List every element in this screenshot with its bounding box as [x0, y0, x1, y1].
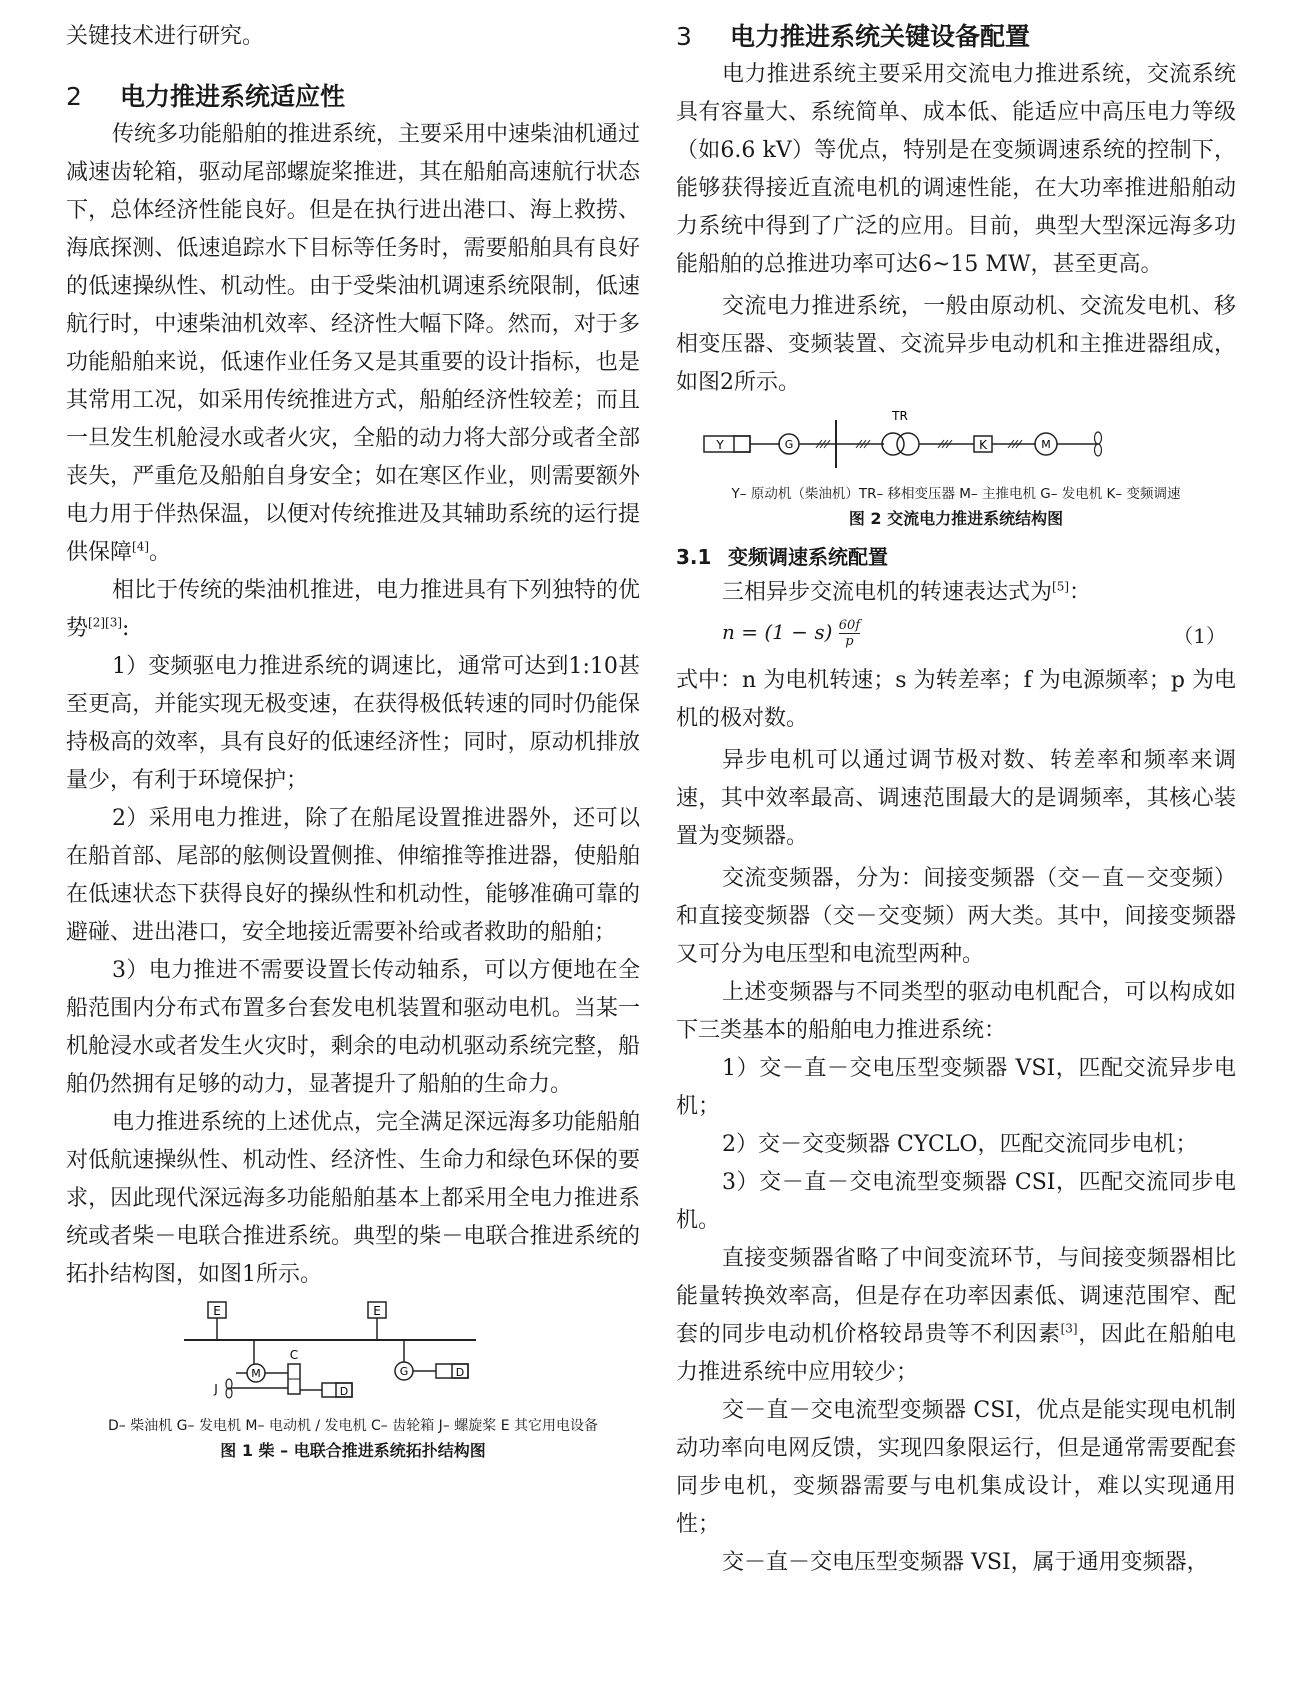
label-E1: E	[213, 1304, 221, 1318]
label-M: M	[1041, 438, 1051, 451]
section-number: 3	[676, 22, 692, 51]
paragraph: 电力推进系统的上述优点，完全满足深远海多功能船舶对低航速操纵性、机动性、经济性、生命力和绿色环保的要求，因此现代深远海多功能船舶基本上都采用全电力推进系统或者柴－电联合推进系统。典型的柴－电联合推进系统的拓扑结构图，如图1所示。	[66, 1110, 641, 1287]
citation: [4]	[132, 539, 150, 554]
equation-denominator: p	[839, 633, 860, 649]
label-J: J	[214, 1382, 218, 1396]
list-item: 1）交－直－交电压型变频器 VSI，匹配交流异步电机；	[676, 1056, 1236, 1119]
section-3-1-heading	[676, 540, 1236, 574]
paragraph: 交流电力推进系统，一般由原动机、交流发电机、移相变压器、变频装置、交流异步电动机和主推进器组成，如图2所示。	[676, 294, 1236, 395]
section-title: 电力推进系统关键设备配置	[730, 22, 1031, 51]
paragraph: 式中：n 为电机转速；s 为转差率；f 为电源频率；p 为电机的极对数。	[676, 668, 1236, 731]
citation: [3]	[1060, 1321, 1078, 1336]
label-M: M	[251, 1367, 261, 1380]
label-G: G	[784, 438, 794, 451]
citation: [5]	[1052, 579, 1070, 594]
equation-number: （1）	[1173, 624, 1226, 648]
list-item: 3）交－直－交电流型变频器 CSI，匹配交流同步电机。	[676, 1170, 1236, 1233]
figure-1-diagram	[66, 1300, 640, 1410]
equation-numerator: 60f	[838, 618, 861, 633]
paragraph: 电力推进系统主要采用交流电力推进系统，交流系统具有容量大、系统简单、成本低、能适应中高压电力等级（如6.6 kV）等优点，特别是在变频调速系统的控制下，能够获得接近直流电机的调速性能，在大功率推进船舶动力系统中得到了广泛的应用。目前，典型大型深远海多功能船舶的总推进功率可达6~15 MW，甚至更高。	[676, 62, 1236, 277]
citation: [2][3]	[88, 615, 123, 630]
label-E2: E	[373, 1304, 381, 1318]
list-item: 1）变频驱电力推进系统的调速比，通常可达到1:10甚至更高，并能实现无极变速，在获得极低转速的同时仍能保持极高的效率，具有良好的低速经济性；同时，原动机排放量少，有利于环境保护；	[66, 654, 640, 793]
label-D2: D	[455, 1366, 465, 1379]
label-TR: TR	[892, 409, 908, 423]
paragraph: 交－直－交电压型变频器 VSI，属于通用变频器，	[722, 1550, 1209, 1575]
figure-2	[676, 406, 1236, 532]
section-2-heading	[66, 78, 640, 116]
figure-2-caption: 图 2 交流电力推进系统结构图	[848, 509, 1064, 528]
section-number: 3.1	[676, 545, 712, 569]
figure-1-caption: 图 1 柴 – 电联合推进系统拓扑结构图	[220, 1441, 486, 1460]
list-item: 3）电力推进不需要设置长传动轴系，可以方便地在全船范围内分布式布置多台套发电机装置和驱动电机。当某一机舱浸水或者发生火灾时，剩余的电动机驱动系统完整，船舶仍然拥有足够的动力，显著提升了船舶的生命力。	[66, 958, 640, 1097]
continued-text: 关键技术进行研究。	[66, 24, 265, 49]
equation-formula: $n = (1 - s) \frac{60f}{p}$	[722, 618, 861, 649]
figure-2-diagram	[676, 406, 1236, 478]
paragraph: 传统多功能船舶的推进系统，主要采用中速柴油机通过减速齿轮箱，驱动尾部螺旋桨推进，其在船舶高速航行状态下，总体经济性能良好。但是在执行进出港口、海上救捞、海底探测、低速追踪水下目标等任务时，需要船舶具有良好的低速操纵性、机动性。由于受柴油机调速系统限制，低速航行时，中速柴油机效率、经济性大幅下降。然而，对于多功能船舶来说，低速作业任务又是其重要的设计指标，也是其常用工况，如采用传统推进方式，船舶经济性较差；而且一旦发生机舱浸水或者火灾，全船的动力将大部分或者全部丧失，严重危及船舶自身安全；如在寒区作业，则需要额外电力用于伴热保温，以便对传统推进及其辅助系统的运行提供保障[4]。	[66, 122, 641, 565]
right-column	[676, 18, 1236, 1582]
section-title: 电力推进系统适应性	[120, 82, 346, 111]
equation-1	[676, 612, 1236, 662]
paragraph: 交－直－交电流型变频器 CSI，优点是能实现电机制动功率向电网反馈，实现四象限运行，但是通常需要配套同步电机，变频器需要与电机集成设计，难以实现通用性；	[676, 1398, 1236, 1537]
figure-1-legend: D– 柴油机 G– 发电机 M– 电动机 / 发电机 C– 齿轮箱 J– 螺旋桨 E 其它用电设备	[107, 1418, 599, 1434]
label-Y: Y	[716, 438, 724, 452]
list-item: 2）交－交变频器 CYCLO，匹配交流同步电机；	[722, 1132, 1198, 1157]
label-D1: D	[339, 1385, 349, 1398]
figure-2-legend: Y– 原动机（柴油机）TR– 移相变压器 M– 主推电机 G– 发电机 K– 变频调速	[731, 486, 1181, 502]
list-item: 2）采用电力推进，除了在船尾设置推进器外，还可以在船首部、尾部的舷侧设置侧推、伸缩推等推进器，使船舶在低速状态下获得良好的操纵性和机动性，能够准确可靠的避碰、进出港口，安全地接近需要补给或者救助的船舶；	[66, 806, 640, 945]
label-K: K	[979, 438, 987, 452]
paragraph: 异步电机可以通过调节极对数、转差率和频率来调速，其中效率最高、调速范围最大的是调频率，其核心装置为变频器。	[676, 748, 1236, 849]
paragraph: 交流变频器，分为：间接变频器（交－直－交变频）和直接变频器（交－交变频）两大类。其中，间接变频器又可分为电压型和电流型两种。	[676, 866, 1236, 967]
label-C: C	[289, 1348, 299, 1362]
paragraph: 三相异步交流电机的转速表达式为[5]：	[722, 579, 1092, 605]
left-column	[66, 18, 640, 1464]
paragraph: 上述变频器与不同类型的驱动电机配合，可以构成如下三类基本的船舶电力推进系统：	[676, 980, 1236, 1043]
section-number: 2	[66, 82, 82, 111]
paragraph: 直接变频器省略了中间变流环节，与间接变频器相比能量转换效率高，但是存在功率因素低、调速范围窄、配套的同步电动机价格较昂贵等不利因素[3]，因此在船舶电力推进系统中应用较少；	[676, 1246, 1236, 1385]
paragraph: 相比于传统的柴油机推进，电力推进具有下列独特的优势[2][3]:	[66, 578, 641, 641]
section-title: 变频调速系统配置	[728, 545, 888, 569]
section-3-heading	[676, 18, 1236, 56]
figure-1	[66, 1300, 640, 1464]
label-G: G	[399, 1365, 409, 1378]
